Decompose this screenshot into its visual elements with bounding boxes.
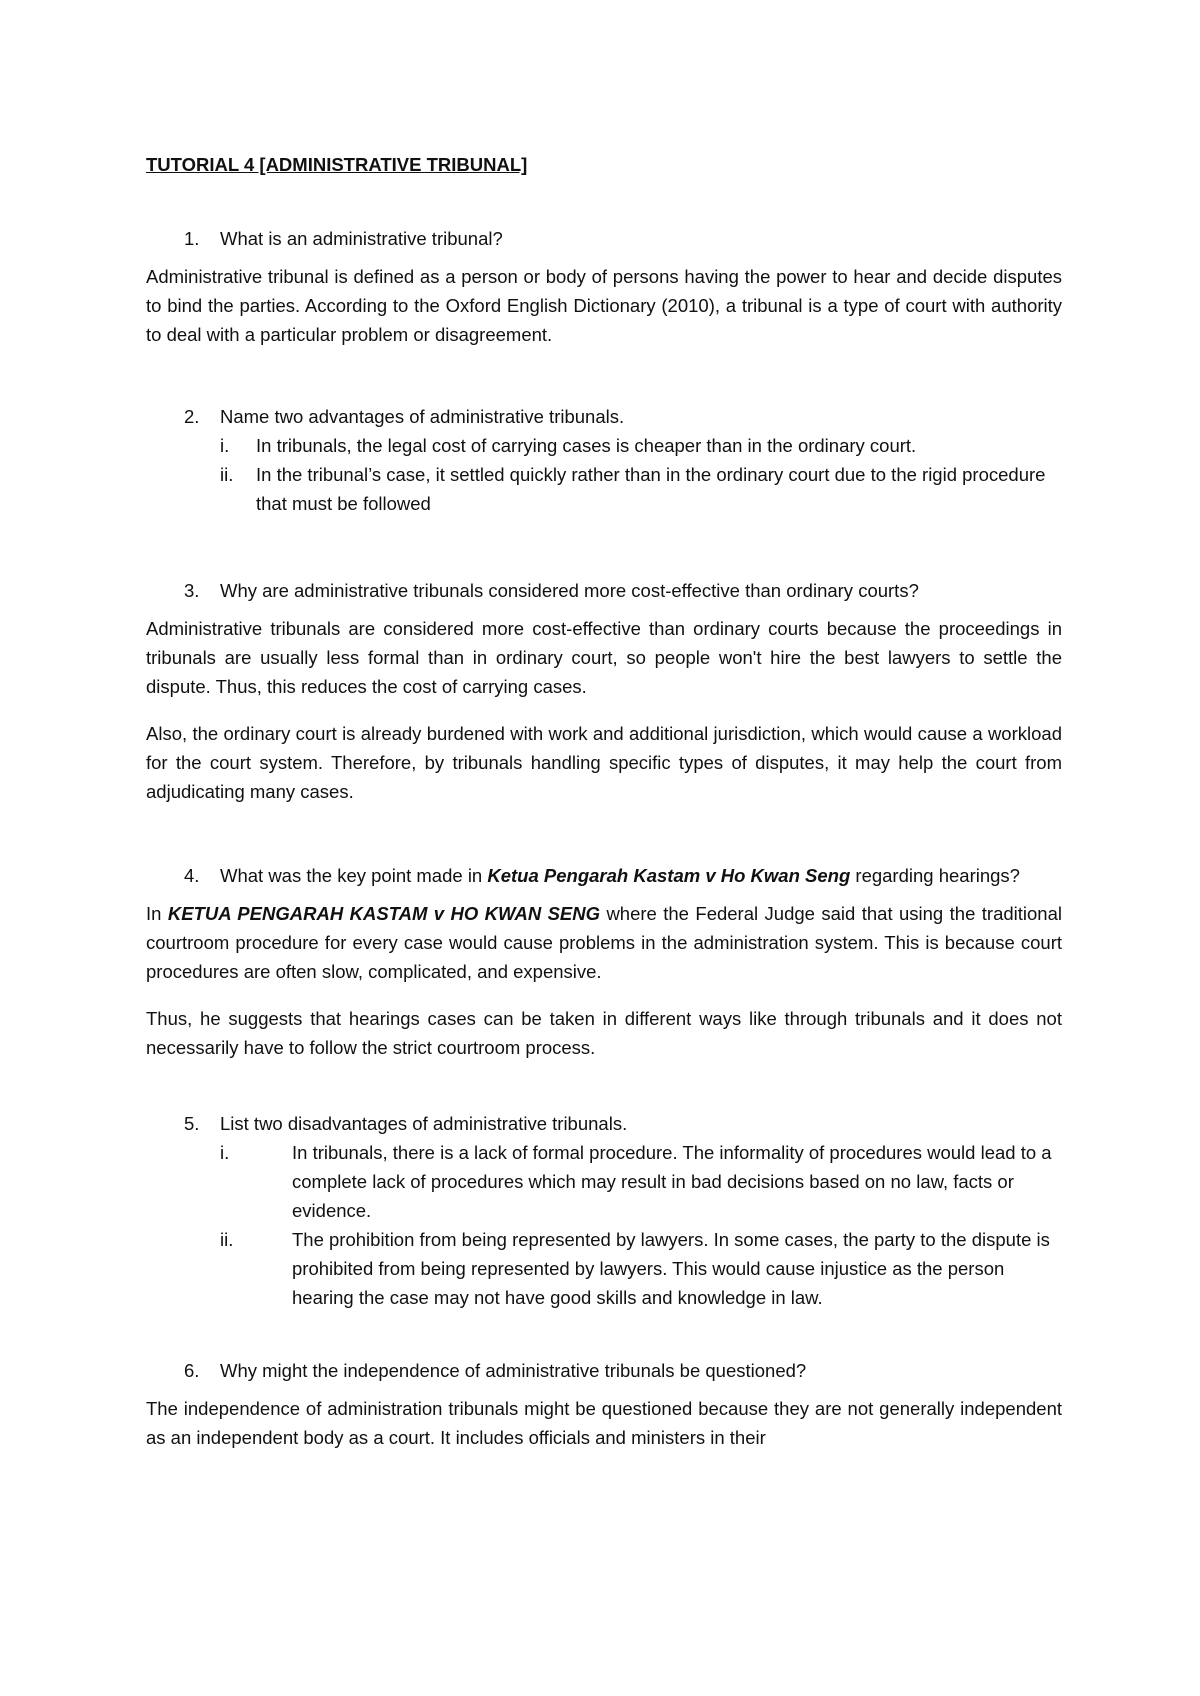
question-text-start: What was the key point made in — [220, 865, 488, 886]
question-number: 4. — [184, 865, 200, 886]
question-4 — [146, 861, 1062, 890]
case-name: KETUA PENGARAH KASTAM v HO KWAN SENG — [167, 903, 601, 924]
answer-1: Administrative tribunal is defined as a person or body of persons having the power to hear and decide disputes to bind the parties. According to the Oxford English Dictionary (2010), a tribunal is a type of court with authority to deal with a particular problem or disagreement. — [146, 266, 1062, 345]
disadvantages-list — [146, 1138, 1062, 1312]
document-body — [146, 150, 1062, 1452]
list-item-text: In the tribunal’s case, it settled quickly rather than in the ordinary court due to the rigid procedure that must be followed — [256, 464, 1046, 514]
question-text: List two disadvantages of administrative tribunals. — [220, 1113, 628, 1134]
question-text: What is an administrative tribunal? — [220, 228, 503, 249]
list-item — [146, 460, 1062, 518]
list-item — [146, 431, 1062, 460]
case-name: Ketua Pengarah Kastam v Ho Kwan Seng — [487, 865, 851, 886]
answer-3-paragraph-1: Administrative tribunals are considered more cost-effective than ordinary courts because the proceedings in tribunals are usually less formal than in ordinary court, so people won't hire the best lawyers to settle the dispute. Thus, this reduces the cost of carrying cases. — [146, 618, 1062, 697]
question-number: 3. — [184, 580, 200, 601]
list-item-number: ii. — [220, 464, 234, 485]
list-item-text: The prohibition from being represented by lawyers. In some cases, the party to the dispute is prohibited from being represented by lawyers. This would cause injustice as the person hearing the case may not have good skills and knowledge in law. — [292, 1229, 1050, 1308]
question-3 — [146, 576, 1062, 605]
document-title: TUTORIAL 4 [ADMINISTRATIVE TRIBUNAL] — [146, 154, 528, 175]
question-number: 1. — [184, 228, 200, 249]
question-6 — [146, 1356, 1062, 1385]
answer-4-paragraph-1 — [146, 899, 1062, 986]
question-1 — [146, 224, 1062, 253]
question-text — [220, 861, 1062, 890]
answer-6: The independence of administration tribunals might be questioned because they are not generally independent as an independent body as a court. It includes officials and ministers in their — [146, 1398, 1062, 1448]
question-5 — [146, 1109, 1062, 1138]
question-text-end: regarding hearings? — [850, 865, 1020, 886]
answer-4-paragraph-2: Thus, he suggests that hearings cases can be taken in different ways like through tribunals and it does not necessarily have to follow the strict courtroom process. — [146, 1008, 1062, 1058]
question-text: Name two advantages of administrative tribunals. — [220, 406, 625, 427]
list-item-number: i. — [220, 1142, 230, 1163]
list-item-number: i. — [220, 435, 230, 456]
advantages-list — [146, 431, 1062, 518]
question-text: Why might the independence of administrative tribunals be questioned? — [220, 1360, 807, 1381]
question-number: 2. — [184, 406, 200, 427]
question-number: 5. — [184, 1113, 200, 1134]
list-item-number: ii. — [220, 1229, 234, 1250]
list-item-text: In tribunals, the legal cost of carrying cases is cheaper than in the ordinary court. — [256, 435, 917, 456]
list-item-text: In tribunals, there is a lack of formal procedure. The informality of procedures would lead to a complete lack of procedures which may result in bad decisions based on no law, facts or evidence. — [292, 1142, 1052, 1221]
answer-text-start: In — [146, 903, 168, 924]
question-number: 6. — [184, 1360, 200, 1381]
answer-3-paragraph-2: Also, the ordinary court is already burdened with work and additional jurisdiction, which would cause a workload for the court system. Therefore, by tribunals handling specific types of disputes, it may help the court from adjudicating many cases. — [146, 723, 1062, 802]
question-2 — [146, 402, 1062, 431]
list-item — [146, 1225, 1062, 1312]
question-text: Why are administrative tribunals considered more cost-effective than ordinary courts? — [220, 580, 919, 601]
answer-text-end: where the Federal Judge said that using the traditional courtroom procedure for every case would cause problems in the administration system. This is because court procedures are often slow, complicated, and expensive. — [146, 903, 1062, 982]
list-item — [146, 1138, 1062, 1225]
